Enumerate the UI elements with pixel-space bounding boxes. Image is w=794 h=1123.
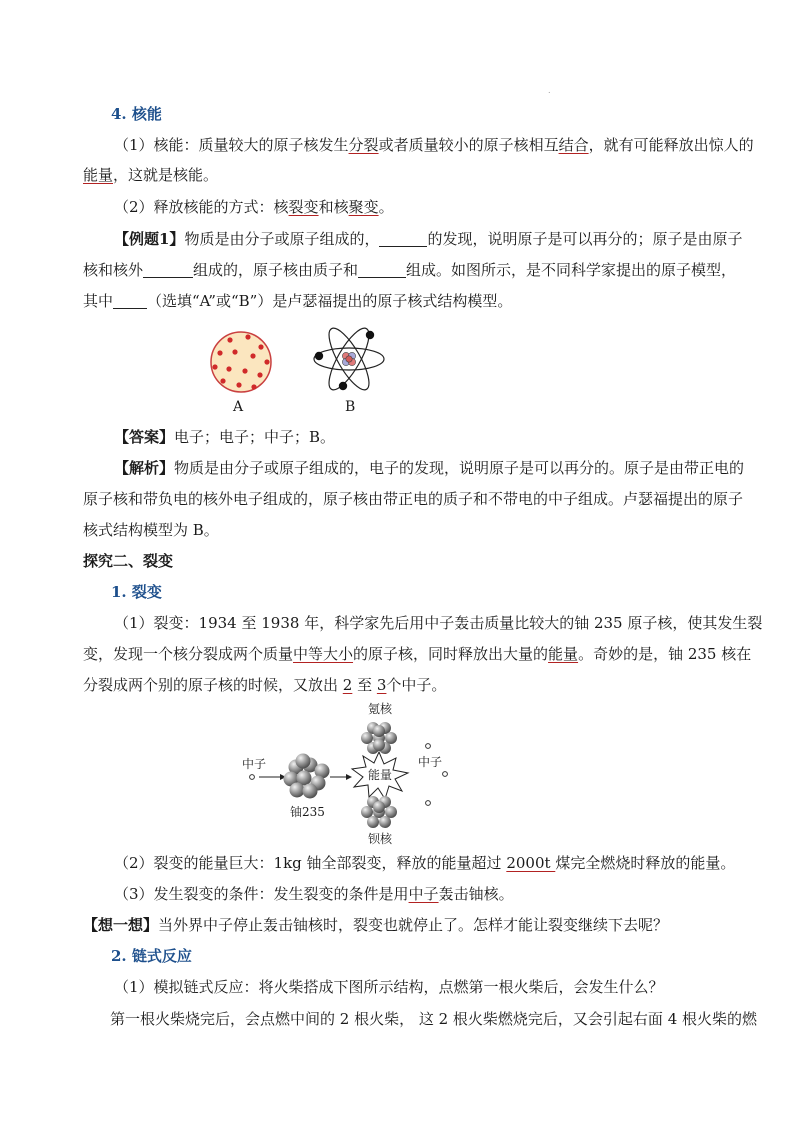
chain-reaction-para1: （1）模拟链式反应：将火柴搭成下图所示结构，点燃第一根火柴后，会发生什么？ <box>114 978 664 996</box>
label-b: B <box>345 399 356 415</box>
example1-tag: 【例题1】 <box>114 230 185 248</box>
fission-para-line2: 变，发现一个核分裂成两个质量中等大小的原子核，同时释放出大量的能量。奇妙的是，铀 235 核在 <box>83 645 752 663</box>
chain-reaction-para2: 第一根火柴烧完后，会点燃中间的 2 根火柴， 这 2 根火柴燃烧完后，又会引起右面 4 根火柴的燃 <box>110 1010 758 1028</box>
release-methods: （2）释放核能的方式：核裂变和核聚变。 <box>114 198 394 216</box>
analysis-line2: 原子核和带负电的核外电子组成的，原子核由带正电的质子和不带电的中子组成。卢瑟福提出的原子 <box>83 490 744 508</box>
barium-label: 钡核 <box>368 832 393 846</box>
think-line: 【想一想】当外界中子停止轰击铀核时，裂变也就停止了。怎样才能让裂变继续下去呢？ <box>83 916 669 934</box>
fission-para-line3: 分裂成两个别的原子核的时候，又放出 2 至 3个中子。 <box>83 676 447 694</box>
nuclear-model-b <box>314 323 384 395</box>
fission-para-line1: （1）裂变：1934 至 1938 年，科学家先后用中子轰击质量比较大的铀 235 原子核，使其发生裂 <box>114 614 763 632</box>
example1-line1: 【例题1】物质是由分子或原子组成的， 的发现，说明原子是可以再分的；原子是由原子 <box>114 230 743 248</box>
blank-4 <box>113 293 147 309</box>
fission-diagram <box>230 695 470 851</box>
krypton-label: 氪核 <box>368 702 393 716</box>
blank-1 <box>379 231 427 247</box>
fission-energy-line: （2）裂变的能量巨大：1kg 铀全部裂变，释放的能量超过 2000t 煤完全燃烧时释放的能量。 <box>114 854 736 872</box>
answer-tag: 【答案】 <box>114 428 175 446</box>
nuclear-energy-definition-cont: 能量，这就是核能。 <box>83 166 219 184</box>
section-title-fission: 1. 裂变 <box>111 583 162 601</box>
neutron-right-label: 中子 <box>418 755 443 769</box>
atom-models-figure <box>200 322 400 420</box>
blank-3 <box>358 262 406 278</box>
think-tag: 【想一想】 <box>83 916 159 934</box>
section-title-nuclear-energy: 4. 核能 <box>111 105 162 123</box>
analysis-line1: 【解析】物质是由分子或原子组成的，电子的发现，说明原子是可以再分的。原子是由带正电的 <box>114 459 745 477</box>
neutron-out-2 <box>443 772 448 777</box>
explore2-title: 探究二、裂变 <box>83 552 174 570</box>
section-title-chain-reaction: 2. 链式反应 <box>111 947 192 965</box>
blank-2 <box>143 262 193 278</box>
neutron-out-3 <box>426 801 431 806</box>
fission-condition-line: （3）发生裂变的条件：发生裂变的条件是用中子轰击铀核。 <box>114 885 514 903</box>
barium-nucleus <box>361 796 397 828</box>
incoming-neutron <box>250 775 255 780</box>
uranium-label: 铀235 <box>290 805 325 819</box>
analysis-tag: 【解析】 <box>114 459 175 477</box>
neutron-out-1 <box>426 744 431 749</box>
analysis-line3: 核式结构模型为 B。 <box>83 521 219 539</box>
uranium-nucleus <box>284 754 330 799</box>
example1-line3: 其中 （选填“A”或“B”）是卢瑟福提出的原子核式结构模型。 <box>83 292 513 310</box>
nuclear-energy-definition: （1）核能：质量较大的原子核发生分裂或者质量较小的原子核相互结合，就有可能释放出惊人的 <box>114 136 754 154</box>
corner-dot: . <box>548 86 551 95</box>
plum-pudding-model-a <box>211 332 271 392</box>
energy-label: 能量 <box>368 768 393 782</box>
label-a: A <box>233 399 244 415</box>
example1-line2: 核和核外 组成的，原子核由质子和 组成。如图所示，是不同科学家提出的原子模型， <box>83 261 737 279</box>
answer-line: 【答案】电子；电子；中子；B。 <box>114 428 336 446</box>
neutron-left-label: 中子 <box>242 757 267 771</box>
krypton-nucleus <box>361 722 397 754</box>
